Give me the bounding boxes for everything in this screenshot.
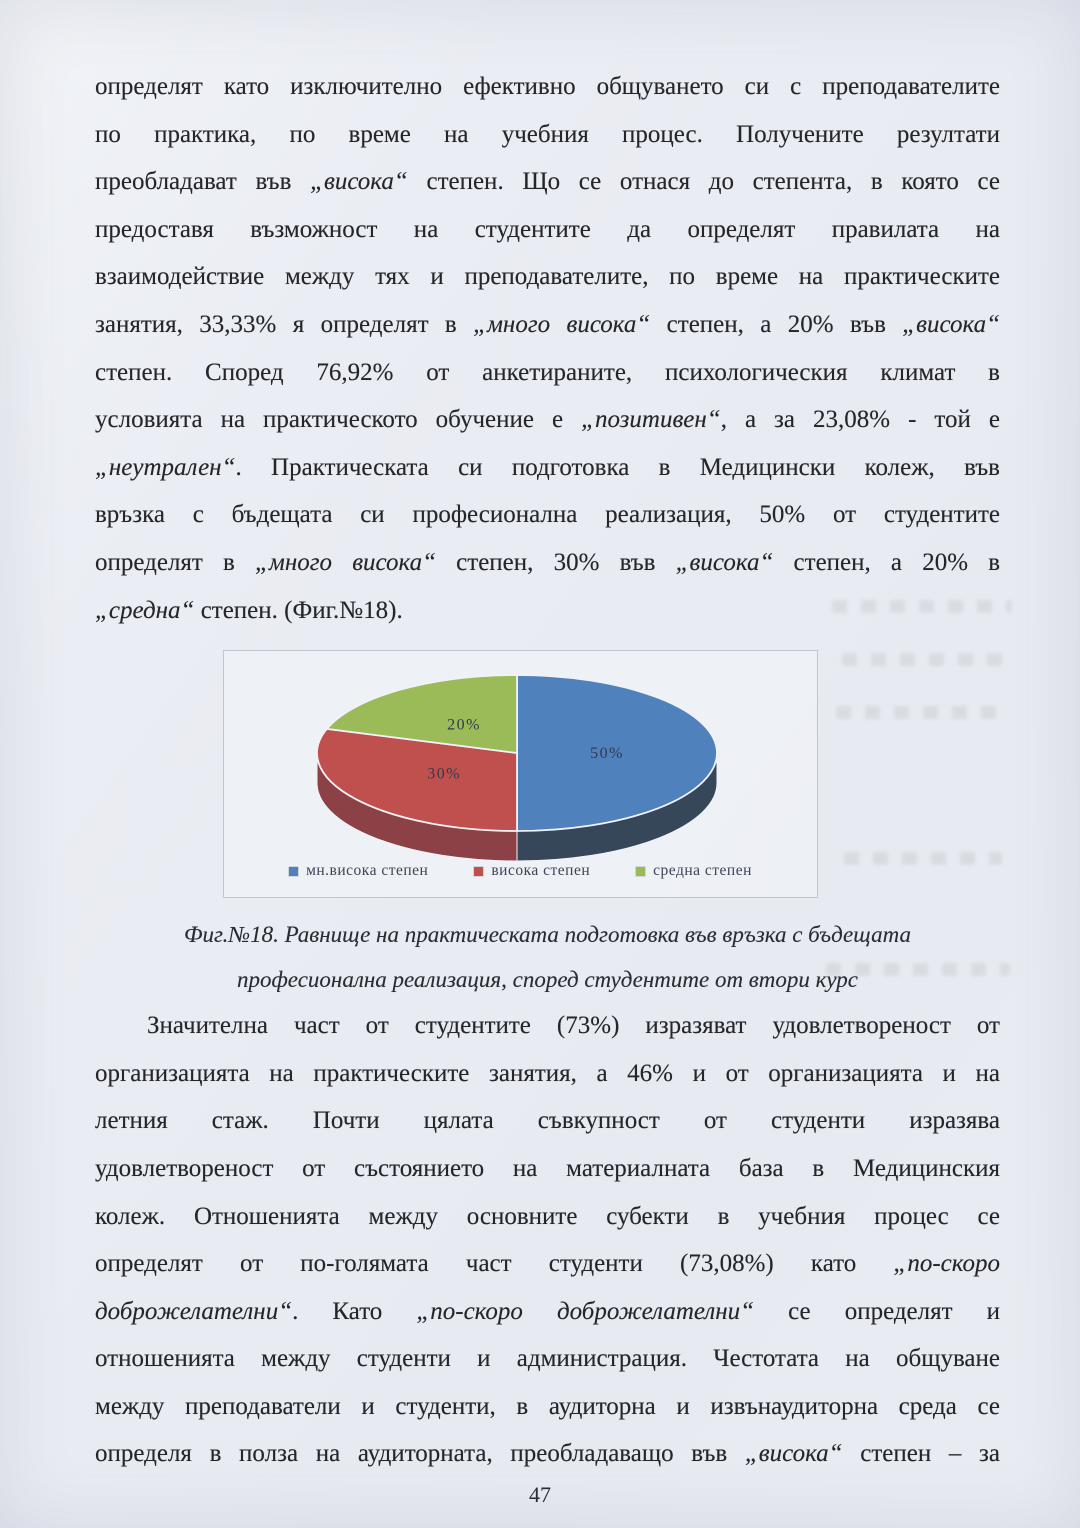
text-line xyxy=(95,396,1000,444)
text-line xyxy=(95,206,1000,254)
text-segment: организацията на практическите занятия, а 46% и от организацията и на xyxy=(95,1059,1000,1087)
bleed-through-artifact xyxy=(832,600,1012,613)
paragraph-1 xyxy=(95,63,1000,634)
italic-quoted-text: доброжелателни“ xyxy=(95,1297,293,1325)
bleed-through-artifact xyxy=(836,706,1010,719)
text-segment: се определят и xyxy=(754,1297,1000,1325)
italic-quoted-text: „по-скоро доброжелателни“ xyxy=(416,1297,755,1325)
paragraph-2 xyxy=(95,1002,1000,1478)
italic-quoted-text: „позитивен“ xyxy=(581,406,721,434)
text-segment: определят от по-голямата част студенти (73,08%) като xyxy=(95,1250,894,1278)
text-segment: отношенията между студенти и администрация. Честотата на общуване xyxy=(95,1345,1000,1373)
chart-legend xyxy=(224,862,817,880)
text-segment: степен – за xyxy=(842,1440,1000,1468)
text-line xyxy=(95,1430,1000,1478)
text-line xyxy=(95,1383,1000,1431)
text-segment: степен, 30% във xyxy=(436,548,676,576)
legend-item xyxy=(636,862,752,880)
text-segment: степен, а 20% в xyxy=(773,548,1000,576)
text-segment: занятия, 33,33% я определят в xyxy=(95,310,474,338)
text-segment: удовлетвореност от състоянието на материалната база в Медицинския xyxy=(95,1154,1000,1182)
text-segment: по практика, по време на учебния процес. Получените резултати xyxy=(95,120,1000,148)
text-segment: степен. Според 76,92% от анкетираните, психологическия климат в xyxy=(95,358,1000,386)
italic-quoted-text: „висока“ xyxy=(675,548,774,576)
text-line xyxy=(95,253,1000,301)
pie-data-label: 20% xyxy=(447,716,482,734)
italic-quoted-text: „по-скоро xyxy=(893,1250,1000,1278)
figure-caption-line-1: Фиг.№18. Равнище на практическата подготовка във връзка с бъдещата xyxy=(183,922,912,948)
text-segment: степен, а 20% във xyxy=(650,310,903,338)
legend-item xyxy=(474,862,590,880)
pie-data-label: 50% xyxy=(590,745,624,763)
italic-quoted-text: „неутрален“ xyxy=(95,453,236,481)
text-line xyxy=(95,111,1000,159)
legend-label: средна степен xyxy=(653,862,752,880)
italic-quoted-text: „висока“ xyxy=(744,1440,843,1468)
italic-quoted-text: „висока“ xyxy=(902,310,1000,338)
text-line xyxy=(95,444,1000,492)
text-segment: колеж. Отношенията между основните субекти в учебния процес се xyxy=(95,1202,1000,1230)
text-segment: . Като xyxy=(292,1297,417,1325)
figure-18-pie-chart xyxy=(223,650,818,898)
text-segment: определят в xyxy=(95,548,256,576)
italic-quoted-text: „средна“ xyxy=(95,596,195,624)
legend-swatch xyxy=(636,867,645,876)
legend-label: мн.висока степен xyxy=(306,862,429,880)
text-line xyxy=(95,1240,1000,1288)
text-segment: преобладават във xyxy=(95,168,311,196)
legend-label: висока степен xyxy=(491,862,591,880)
text-line xyxy=(95,158,1000,206)
text-line xyxy=(95,1002,1000,1050)
text-line xyxy=(95,63,1000,111)
text-segment: предоставя възможност на студентите да определят правилата на xyxy=(95,215,1000,243)
text-segment: , а за 23,08% - той е xyxy=(720,406,1000,434)
text-line xyxy=(95,1097,1000,1145)
text-segment: степен. Що се отнася до степента, в която се xyxy=(407,168,1001,196)
italic-quoted-text: „много висока“ xyxy=(255,548,437,576)
text-line xyxy=(95,301,1000,349)
text-line xyxy=(95,539,1000,587)
italic-quoted-text: „висока“ xyxy=(310,168,408,196)
bleed-through-artifact xyxy=(844,852,1002,865)
text-segment: условията на практическото обучение е xyxy=(95,406,582,434)
text-line xyxy=(95,491,1000,539)
text-segment: степен. (Фиг.№18). xyxy=(194,596,403,624)
text-segment: връзка с бъдещата си професионална реализация, 50% от студентите xyxy=(95,501,1000,529)
text-segment: определят като изключително ефективно общуването си с преподавателите xyxy=(95,73,1000,100)
text-segment: взаимодействие между тях и преподавателите, по време на практическите xyxy=(95,263,1000,291)
pie-chart-canvas xyxy=(224,653,817,861)
legend-item xyxy=(289,862,428,880)
figure-caption-line-2: професионална реализация, според студентите от втори курс xyxy=(236,967,859,993)
text-segment: летния стаж. Почти цялата съвкупност от студенти изразява xyxy=(95,1107,1000,1135)
pie-data-label: 30% xyxy=(427,765,462,783)
bleed-through-artifact xyxy=(826,963,1010,976)
text-segment: определя в полза на аудиторната, преобладаващо във xyxy=(95,1440,745,1468)
italic-quoted-text: „много висока“ xyxy=(473,310,651,338)
text-line xyxy=(95,1193,1000,1241)
text-line xyxy=(95,1145,1000,1193)
text-segment: Значителна част от студентите (73%) изразяват удовлетвореност от xyxy=(147,1012,1000,1040)
bleed-through-artifact xyxy=(842,653,1006,666)
text-line xyxy=(95,1335,1000,1383)
text-line xyxy=(95,349,1000,397)
legend-swatch xyxy=(289,867,298,876)
text-segment: . Практическата си подготовка в Медицински колеж, във xyxy=(235,453,1000,481)
text-segment: между преподаватели и студенти, в аудиторна и извънаудиторна среда се xyxy=(95,1392,1000,1420)
page-number: 47 xyxy=(529,1482,551,1508)
legend-swatch xyxy=(474,867,483,876)
text-line xyxy=(95,1288,1000,1336)
figure-caption xyxy=(95,912,1000,1002)
text-line xyxy=(95,1050,1000,1098)
